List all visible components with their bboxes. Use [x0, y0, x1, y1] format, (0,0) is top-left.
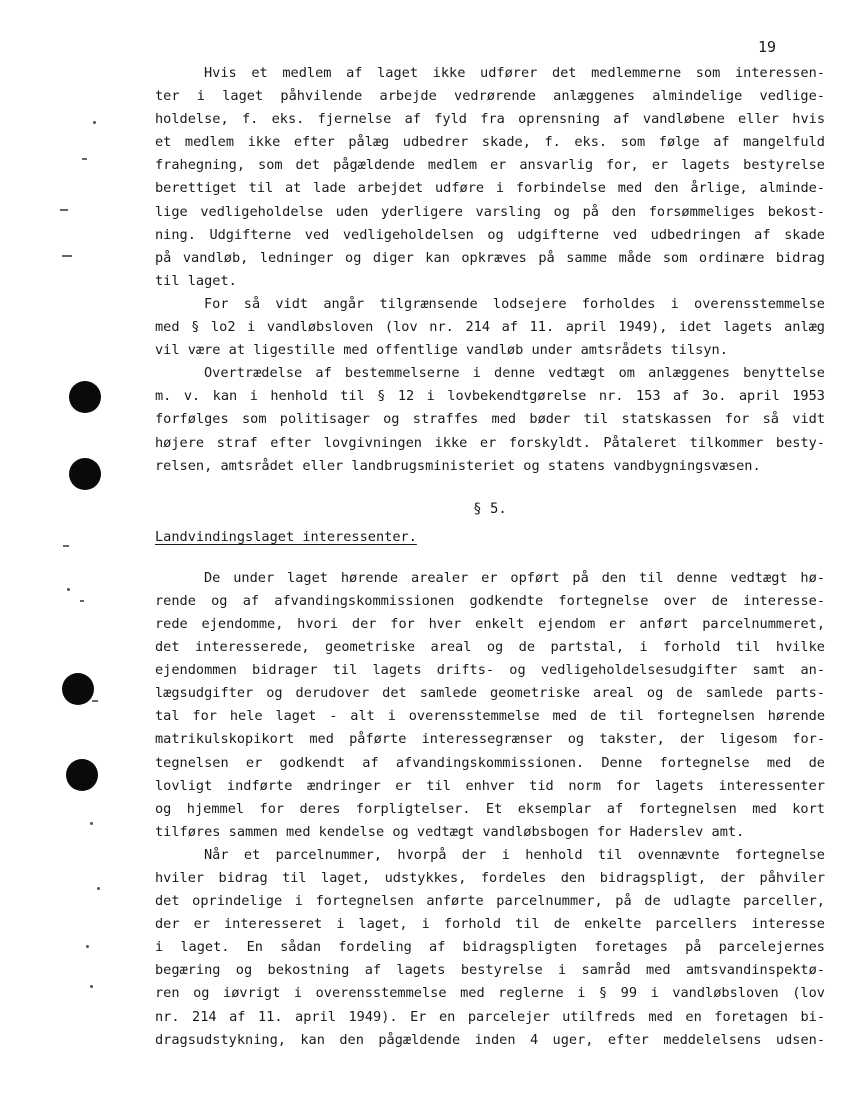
paragraph-4-line: det interesserede, geometriske areal og de partstal, i forhold til hvilke [155, 639, 825, 656]
paragraph-1-line: på vandløb, ledninger og diger kan opkræves på samme måde som ordinære bidrag [155, 249, 825, 266]
scan-speck [60, 209, 68, 211]
paragraph-1-line: ter i laget påhvilende arbejde vedrørende anlæggenes almindelige vedlige- [155, 88, 825, 105]
paragraph-2-line: vil være at ligestille med offentlige vandløb under amtsrådets tilsyn. [155, 342, 728, 359]
paragraph-5-line: hviler bidrag til laget, udstykkes, fordeles den bidragspligt, der påhviler [155, 870, 825, 886]
paragraph-1-line: holdelse, f. eks. fjernelse af fyld fra oprensning af vandløbene eller hvis [155, 111, 825, 128]
scan-speck [92, 700, 98, 702]
paragraph-4-line: De under laget hørende arealer er opført på den til denne vedtægt hø- [204, 569, 825, 586]
paragraph-1-line: Hvis et medlem af laget ikke udfører det medlemmerne som interessen- [204, 65, 825, 81]
paragraph-3-line: forfølges som politisager og straffes med bøder til statskassen for så vidt [155, 411, 825, 428]
paragraph-3-line: relsen, amtsrådet eller landbrugsministeriet og statens vandbygningsvæsen. [155, 457, 761, 474]
paragraph-4-line: og hjemmel for deres forpligtelser. Et eksemplar af fortegnelsen med kort [155, 800, 825, 817]
paragraph-1-line: lige vedligeholdelse uden yderligere varsling og på den forsømmeliges bekost- [155, 203, 825, 220]
paragraph-3-line: Overtrædelse af bestemmelserne i denne vedtægt om anlæggenes benyttelse [204, 365, 825, 382]
paragraph-5-line: ren og iøvrigt i overensstemmelse med reglerne i § 99 i vandløbsloven (lov [155, 985, 825, 1002]
paragraph-5-line: i laget. En sådan fordeling af bidragspligten foretages på parcelejernes [155, 939, 825, 956]
paragraph-5-line: dragsudstykning, kan den pågældende inden 4 uger, efter meddelelsens udsen- [155, 1031, 825, 1048]
paragraph-2-line: For så vidt angår tilgrænsende lodsejere forholdes i overensstemmelse [204, 295, 825, 312]
paragraph-4-line: tilføres sammen med kendelse og vedtægt vandløbsbogen for Haderslev amt. [155, 823, 745, 840]
scan-dot [67, 588, 70, 591]
heading-gap [155, 549, 825, 567]
paragraph-3-line: m. v. kan i henhold til § 12 i lovbekendtgørelse nr. 153 af 3o. april 1953 [155, 388, 825, 405]
scan-speck [82, 158, 87, 160]
paragraph-1-line: til laget. [155, 272, 237, 289]
paragraph-1-line: frahegning, som det pågældende medlem er ansvarlig for, er lagets bestyrelse [155, 157, 825, 174]
paragraph-4-line: rede ejendomme, hvori der for hver enkelt ejendom er anført parcelnummeret, [155, 615, 825, 632]
paragraph-5-line: nr. 214 af 11. april 1949). Er en parcelejer utilfreds med en foretagen bi- [155, 1008, 825, 1025]
scan-dot [86, 945, 89, 948]
section-mark-text: § 5. [473, 500, 507, 517]
paragraph-3-line: højere straf efter lovgivningen ikke er forskyldt. Påtaleret tilkommer besty- [155, 434, 825, 451]
paragraph-5-line: det oprindelige i fortegnelsen anførte parcelnummer, på de udlagte parceller, [155, 893, 825, 910]
section-mark [155, 478, 825, 524]
punch-hole-4 [66, 759, 98, 791]
paragraph-4-line: matrikulskopikort med påførte interessegrænser og takster, der ligesom for- [155, 731, 825, 748]
paragraph-4-line: lovligt indførte ændringer er til enhver tid norm for lagets interessenter [155, 777, 825, 794]
scan-speck [80, 600, 84, 602]
paragraph-1-line: et medlem ikke efter pålæg udbedrer skade, f. eks. som følge af mangelfuld [155, 134, 825, 151]
paragraph-4-line: lægsudgifter og derudover det samlede geometriske areal og de samlede parts- [155, 685, 825, 702]
paragraph-5-line: begæring og bekostning af lagets bestyrelse i samråd med amtsvandinspektø- [155, 962, 825, 979]
paragraph-5-line: der er interesseret i laget, i forhold til de enkelte parcellers interesse [155, 916, 825, 933]
paragraph-2-line: med § lo2 i vandløbsloven (lov nr. 214 af 11. april 1949), idet lagets anlæg [155, 319, 825, 336]
scan-dot [97, 887, 100, 890]
scan-dot [90, 822, 93, 825]
paragraph-4-line: ejendommen bidrager til lagets drifts- og vedligeholdelsesudgifter samt an- [155, 662, 825, 679]
paragraph-5-line: Når et parcelnummer, hvorpå der i henhold til ovennævnte fortegnelse [204, 846, 825, 863]
punch-hole-2 [69, 458, 101, 490]
paragraph-4-line: tegnelsen er godkendt af afvandingskommissionen. Denne fortegnelse med de [155, 754, 825, 771]
paragraph-1-line: berettiget til at lade arbejdet udføre i forbindelse med den årlige, alminde- [155, 180, 825, 197]
paragraph-1-line: ning. Udgifterne ved vedligeholdelsen og udgifterne ved udbedringen af skade [155, 226, 825, 243]
scan-speck [62, 255, 72, 257]
document-body [155, 62, 825, 1052]
paragraph-4-line: rende og af afvandingskommissionen godkendte fortegnelse over de interesse- [155, 592, 825, 609]
punch-hole-1 [69, 381, 101, 413]
section-heading-text: Landvindingslaget interessenter. [155, 528, 417, 545]
scan-dot [90, 985, 93, 988]
scan-dot [93, 121, 96, 124]
punch-hole-3 [62, 673, 94, 705]
scan-speck [63, 545, 69, 547]
paragraph-4-line: tal for hele laget - alt i overensstemmelse med de til fortegnelsen hørende [155, 708, 825, 725]
page-number: 19 [758, 38, 777, 56]
